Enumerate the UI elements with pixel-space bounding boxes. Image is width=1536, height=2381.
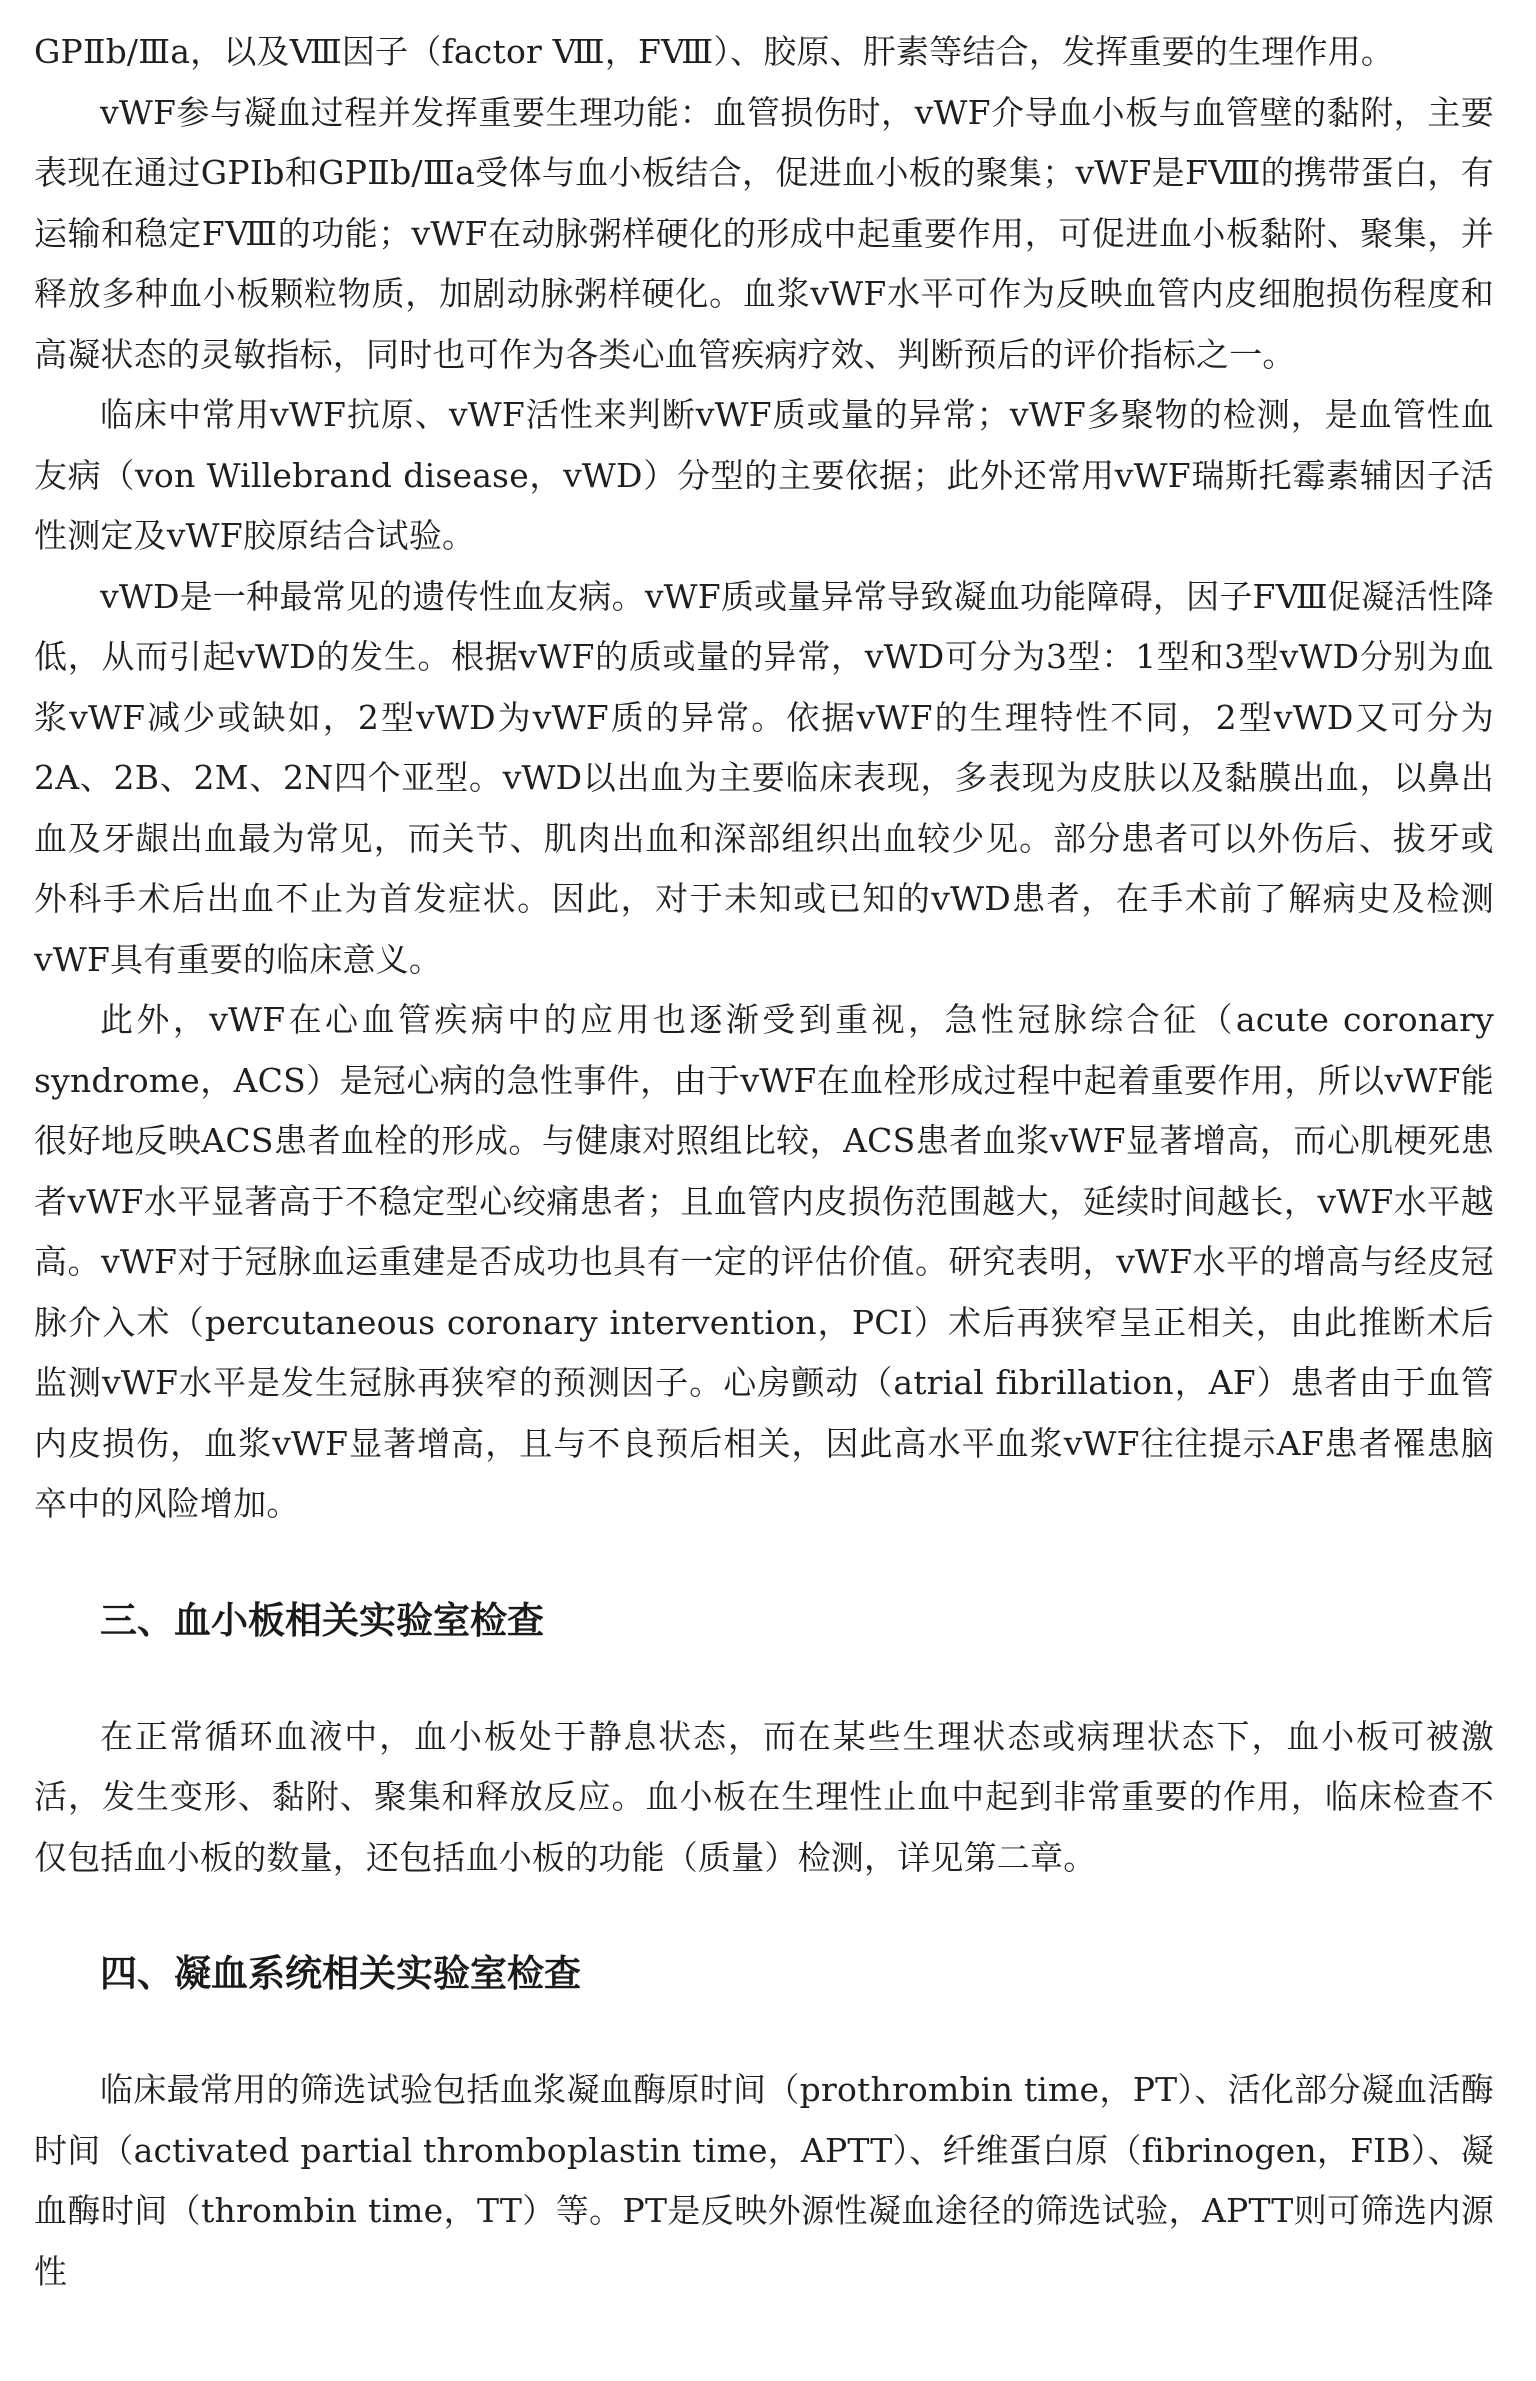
document-page xyxy=(34,22,1494,2302)
paragraph-vwf-function: vWF参与凝血过程并发挥重要生理功能：血管损伤时，vWF介导血小板与血管壁的黏附，主要表现在通过GPⅠb和GPⅡb/Ⅲa受体与血小板结合，促进血小板的聚集；vWF是FⅧ的携带蛋白，有运输和稳定FⅧ的功能；vWF在动脉粥样硬化的形成中起重要作用，可促进血小板黏附、聚集，并释放多种血小板颗粒物质，加剧动脉粥样硬化。血浆vWF水平可作为反映血管内皮细胞损伤程度和高凝状态的灵敏指标，同时也可作为各类心血管疾病疗效、判断预后的评价指标之一。 xyxy=(34,92,1494,374)
paragraph-vwf-testing: 临床中常用vWF抗原、vWF活性来判断vWF质或量的异常；vWF多聚物的检测，是血管性血友病（von Willebrand disease，vWD）分型的主要依据；此外还常用vWF瑞斯托霉素辅因子活性测定及vWF胶原结合试验。 xyxy=(34,395,1494,555)
paragraph-continued: GPⅡb/Ⅲa，以及Ⅷ因子（factor Ⅷ，FⅧ）、胶原、肝素等结合，发挥重要的生理作用。 xyxy=(34,32,1395,71)
section-heading-coagulation: 四、凝血系统相关实验室检查 xyxy=(100,1952,581,1995)
paragraph-vwf-cardiovascular: 此外，vWF在心血管疾病中的应用也逐渐受到重视，急性冠脉综合征（acute coronary syndrome，ACS）是冠心病的急性事件，由于vWF在血栓形成过程中起着重要作用，所以vWF能很好地反映ACS患者血栓的形成。与健康对照组比较，ACS患者血浆vWF显著增高，而心肌梗死患者vWF水平显著高于不稳定型心绞痛患者；且血管内皮损伤范围越大，延续时间越长，vWF水平越高。vWF对于冠脉血运重建是否成功也具有一定的评估价值。研究表明，vWF水平的增高与经皮冠脉介入术（percutaneous coronary intervention，PCI）术后再狭窄呈正相关，由此推断术后监测vWF水平是发生冠脉再狭窄的预测因子。心房颤动（atrial fibrillation，AF）患者由于血管内皮损伤，血浆vWF显著增高，且与不良预后相关，因此高水平血浆vWF往往提示AF患者罹患脑卒中的风险增加。 xyxy=(34,1000,1494,1523)
section-heading-platelet: 三、血小板相关实验室检查 xyxy=(100,1598,544,1642)
paragraph-coagulation: 临床最常用的筛选试验包括血浆凝血酶原时间（prothrombin time，PT）、活化部分凝血活酶时间（activated partial thromboplastin time，APTT）、纤维蛋白原（fibrinogen，FIB）、凝血酶时间（thrombin time，TT）等。PT是反映外源性凝血途径的筛选试验，APTT则可筛选内源性 xyxy=(34,2070,1494,2291)
paragraph-platelet: 在正常循环血液中，血小板处于静息状态，而在某些生理状态或病理状态下，血小板可被激活，发生变形、黏附、聚集和释放反应。血小板在生理性止血中起到非常重要的作用，临床检查不仅包括血小板的数量，还包括血小板的功能（质量）检测，详见第二章。 xyxy=(34,1716,1494,1877)
paragraph-vwd: vWD是一种最常见的遗传性血友病。vWF质或量异常导致凝血功能障碍，因子FⅧ促凝活性降低，从而引起vWD的发生。根据vWF的质或量的异常，vWD可分为3型：1型和3型vWD分别为血浆vWF减少或缺如，2型vWD为vWF质的异常。依据vWF的生理特性不同，2型vWD又可分为2A、2B、2M、2N四个亚型。vWD以出血为主要临床表现，多表现为皮肤以及黏膜出血，以鼻出血及牙龈出血最为常见，而关节、肌肉出血和深部组织出血较少见。部分患者可以外伤后、拔牙或外科手术后出血不止为首发症状。因此，对于未知或已知的vWD患者，在手术前了解病史及检测vWF具有重要的临床意义。 xyxy=(34,576,1494,979)
